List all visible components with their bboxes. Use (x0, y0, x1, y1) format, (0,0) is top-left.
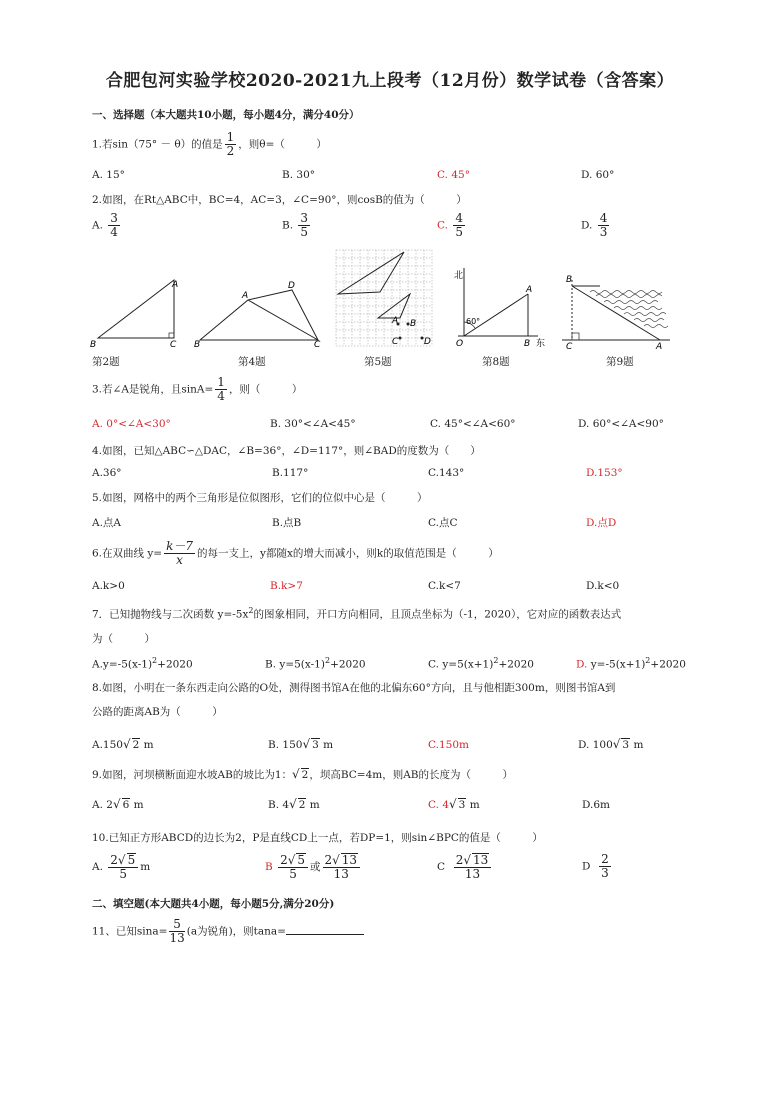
question-7-line1: 7．已知抛物线与二次函数 $y=-5x^2$的图象相同，开口方向相同，且顶点坐标为（-1，2020），它对应的函数表达式 (92, 606, 622, 621)
q1-option-c[interactable]: C. 45° (437, 169, 470, 181)
svg-text:O: O (456, 339, 464, 349)
question-2: 2.如图，在Rt△ABC中，BC=4，AC=3，∠C=90°，则cosB的值为（ ） (92, 194, 467, 206)
q5-option-a[interactable]: A.点A (92, 517, 122, 529)
q2-option-d[interactable]: D. $\frac{4}{3}$ (581, 211, 608, 239)
q3-option-b[interactable]: B. 30°<∠A<45° (270, 418, 356, 430)
svg-text:C: C (392, 337, 399, 347)
svg-text:A: A (392, 316, 399, 326)
q7-option-b[interactable]: B. $y=5(x-1)^2+2020$ (265, 656, 366, 671)
q11-answer-blank[interactable] (286, 934, 364, 935)
q4-option-c[interactable]: C.143° (428, 467, 465, 479)
question-11: 11、已知sina= $\frac{5}{13}$ (a为锐角)，则tana= (92, 918, 364, 945)
section-heading-2: 二、填空题(本大题共4小题，每小题5分,满分20分) (92, 898, 335, 910)
question-7-line2: 为（ ） (92, 633, 155, 645)
svg-text:B: B (194, 340, 201, 348)
fig2-label-c: C (170, 340, 177, 348)
q2-option-a[interactable]: A. $\frac{3}{4}$ (92, 211, 118, 239)
q1-option-a[interactable]: A. 15° (92, 169, 125, 181)
q1-fraction: $\frac{1}{2}$ (226, 130, 235, 158)
q2-option-c[interactable]: C. $\frac{4}{5}$ (437, 211, 463, 239)
svg-text:60°: 60° (466, 317, 481, 326)
q9-option-c[interactable]: C. 4√ 3 m (428, 797, 480, 811)
figure-q5-grid (334, 248, 434, 350)
q3-option-c[interactable]: C. 45°<∠A<60° (430, 418, 516, 430)
q6-option-d[interactable]: D.k<0 (586, 580, 620, 592)
caption-fig8: 第8题 (482, 356, 510, 368)
q10-option-b[interactable]: B $\frac{2√ 5}{5}$ 或 $\frac{2√ 13}{13}$ (265, 853, 362, 881)
q6-option-b[interactable]: B.k>7 (270, 580, 303, 592)
caption-fig2: 第2题 (92, 356, 120, 368)
q10-option-c[interactable]: C $\frac{2√ 13}{13}$ (437, 853, 493, 881)
q6-option-a[interactable]: A.k>0 (92, 580, 125, 592)
q9-option-b[interactable]: B. 4√ 2 m (268, 797, 320, 811)
caption-fig9: 第9题 (606, 356, 634, 368)
q1-stem-end: ，则θ=（ ） (238, 138, 327, 151)
q8-option-c[interactable]: C.150m (428, 739, 469, 751)
page-title: 合肥包河实验学校2020-2021九上段考（12月份）数学试卷（含答案） (105, 71, 675, 91)
figure-q2-triangle (90, 248, 185, 348)
figure-q9-dam (560, 248, 675, 350)
question-3: 3.若∠A是锐角，且sinA= $\frac{1}{4}$ ，则（ ） (92, 375, 303, 403)
q10-option-a[interactable]: A. $\frac{2√ 5}{5}$ m (92, 853, 151, 881)
svg-text:A: A (242, 291, 249, 301)
q3-option-a[interactable]: A. 0°<∠A<30° (92, 418, 171, 430)
svg-text:C: C (566, 342, 573, 350)
question-4: 4.如图，已知△ABC∽△DAC，∠B=36°，∠D=117°，则∠BAD的度数为（ ） (92, 445, 481, 457)
svg-text:B: B (410, 319, 417, 329)
question-8-line2: 公路的距离AB为（ ） (92, 706, 223, 718)
q5-option-d[interactable]: D.点D (586, 517, 617, 529)
q1-option-d[interactable]: D. 60° (581, 169, 615, 181)
svg-text:D: D (288, 281, 295, 291)
fig8-east-label: 东 (536, 339, 546, 349)
question-6: 6.在双曲线 y= $\frac{k-7}{x}$ 的每一支上，y都随x的增大而减小，则k的取值范围是（ ） (92, 539, 499, 567)
svg-text:A: A (526, 285, 533, 295)
figure-q4-triangles (192, 248, 327, 348)
figure-q8-direction (450, 248, 550, 350)
svg-text:B: B (524, 339, 531, 349)
q1-option-b[interactable]: B. 30° (282, 169, 316, 181)
q6-option-c[interactable]: C.k<7 (428, 580, 461, 592)
question-5: 5.如图，网格中的两个三角形是位似图形，它们的位似中心是（ ） (92, 492, 428, 504)
caption-fig5: 第5题 (364, 356, 392, 368)
fig8-north-label: 北 (454, 271, 464, 281)
section-heading-1: 一、选择题（本大题共10小题，每小题4分，满分40分） (92, 109, 360, 121)
question-1 (92, 131, 327, 158)
q4-option-b[interactable]: B.117° (272, 467, 309, 479)
caption-fig4: 第4题 (238, 356, 266, 368)
svg-text:C: C (314, 340, 321, 348)
q5-option-c[interactable]: C.点C (428, 517, 458, 529)
q4-option-d[interactable]: D.153° (586, 467, 623, 479)
fig2-label-b: B (90, 340, 97, 348)
q7-option-c[interactable]: C. $y=5(x+1)^2+2020$ (428, 656, 534, 671)
question-9: 9.如图，河坝横断面迎水坡AB的坡比为1：√ 2，坝高BC=4m，则AB的长度为（ ） (92, 767, 514, 781)
q7-option-a[interactable]: $A.y=-5(x-1)^2+2020$ (92, 656, 193, 671)
q2-option-b[interactable]: B. $\frac{3}{5}$ (282, 211, 309, 239)
q8-option-b[interactable]: B. 150√ 3 m (268, 737, 334, 751)
q3-option-d[interactable]: D. 60°<∠A<90° (578, 418, 664, 430)
q9-option-a[interactable]: A. 2√ 6 m (92, 797, 144, 811)
q9-option-d[interactable]: D.6m (582, 799, 611, 811)
q1-stem: 1.若sin（75° － θ）的值是 (92, 138, 223, 151)
question-8-line1: 8.如图，小明在一条东西走向公路的O处，测得图书馆A在他的北偏东60°方向，且与他相距300m，则图书馆A到 (92, 682, 616, 694)
q4-option-a[interactable]: A.36° (92, 467, 122, 479)
q5-option-b[interactable]: B.点B (272, 517, 302, 529)
q7-option-d[interactable]: D. $y=-5(x+1)^2+2020$ (576, 656, 686, 671)
q8-option-a[interactable]: A.150√ 2 m (92, 737, 154, 751)
q10-option-d[interactable]: D $\frac{2}{3}$ (582, 852, 609, 880)
svg-text:D: D (424, 337, 431, 347)
svg-text:B: B (566, 275, 573, 285)
svg-text:A: A (656, 342, 663, 350)
fig2-label-a: A (172, 280, 179, 290)
question-10: 10.已知正方形ABCD的边长为2，P是直线CD上一点，若DP=1，则sin∠BPC的值是（ ） (92, 832, 543, 844)
q8-option-d[interactable]: D. 100√ 3 m (578, 737, 644, 751)
